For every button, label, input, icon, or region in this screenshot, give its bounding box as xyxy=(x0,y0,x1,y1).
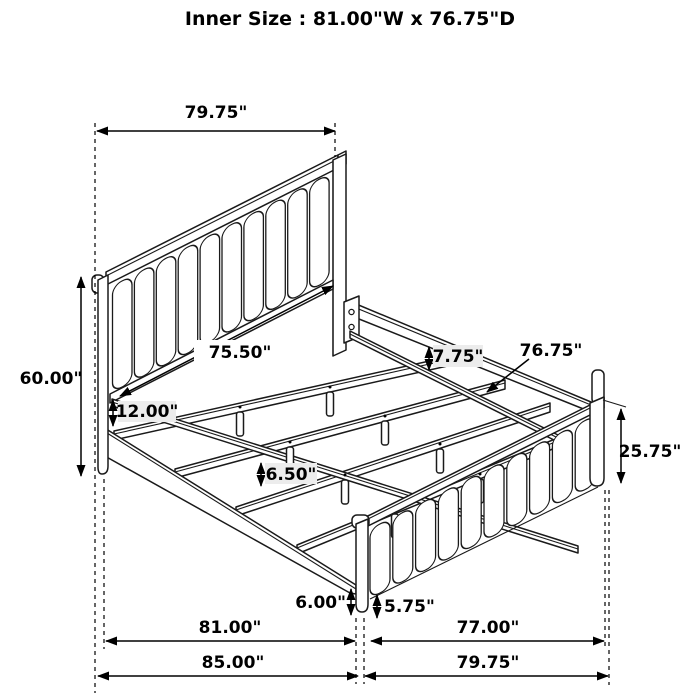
dim-headboard-height-label: 60.00" xyxy=(19,369,83,389)
footboard-left-leg xyxy=(356,519,368,612)
dim-base-depth-overall-label: 79.75" xyxy=(456,653,520,673)
headboard-left-leg xyxy=(98,275,108,474)
dim-base-depth-inner xyxy=(371,618,604,641)
bracket-hole xyxy=(349,324,354,329)
dim-base-depth-inner-label: 77.00" xyxy=(456,618,520,638)
dim-rail-floor-clearance xyxy=(295,589,351,615)
dim-base-width-overall xyxy=(98,653,358,676)
dim-footboard-height-label: 25.75" xyxy=(618,442,682,462)
dim-rail-top-gap-label: 12.00" xyxy=(115,402,179,422)
dim-base-width-inner xyxy=(106,618,355,641)
dim-headboard-width-label: 79.75" xyxy=(184,103,248,123)
slat-leg xyxy=(382,421,389,445)
left-side-rail xyxy=(103,427,356,594)
footboard-right-leg xyxy=(590,397,604,486)
dim-base-width-overall-label: 85.00" xyxy=(201,653,265,673)
dim-base-width-inner-label: 81.00" xyxy=(198,618,262,638)
dim-headboard-height xyxy=(20,277,83,476)
dim-base-depth-overall xyxy=(365,653,608,676)
headboard xyxy=(106,151,346,403)
dim-slat-leg-height-label: 6.50" xyxy=(265,465,317,485)
dim-slat-leg-height xyxy=(261,463,317,486)
slat-leg xyxy=(342,480,349,504)
dim-headboard-width xyxy=(97,103,335,131)
dim-inner-headboard-width-label: 75.50" xyxy=(208,343,272,363)
page-title: Inner Size : 81.00"W x 76.75"D xyxy=(184,8,516,30)
dim-slat-gap xyxy=(429,345,483,370)
slat-leg xyxy=(237,412,244,436)
dim-slat-gap-label: 7.75" xyxy=(432,347,484,367)
dim-footboard-leg-height xyxy=(377,595,435,618)
slat-leg xyxy=(437,449,444,473)
dim-footboard-leg-height-label: 5.75" xyxy=(384,597,435,617)
dim-footboard-height xyxy=(603,400,681,483)
bed-drawing xyxy=(92,151,604,612)
slat xyxy=(175,380,505,478)
slat-leg xyxy=(327,392,334,416)
dim-center-rail-length-label: 76.75" xyxy=(519,341,583,361)
bracket-hole xyxy=(349,309,354,314)
dim-rail-floor-clearance-label: 6.00" xyxy=(295,593,346,613)
